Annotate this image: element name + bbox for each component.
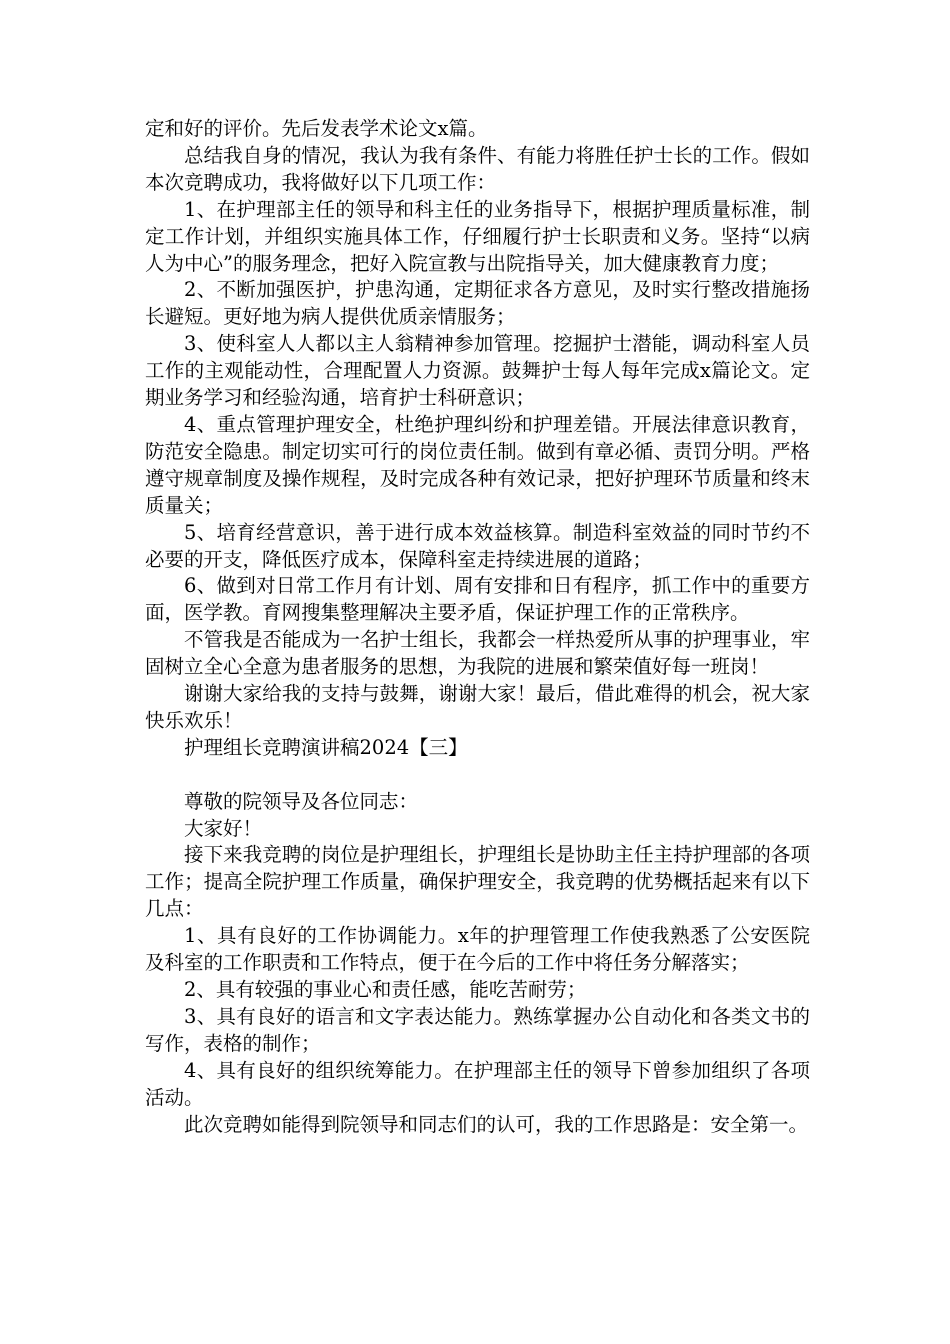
paragraph-item-4: 4、重点管理护理安全，杜绝护理纠纷和护理差错。开展法律意识教育，防范安全隐患。制定切实可行的岗位责任制。做到有章必循、责罚分明。严格遵守规章制度及操作规程，及时完成各种有效记录，把好护理环节质量和终末质量关； [145,412,810,517]
paragraph-greeting: 大家好！ [184,816,263,840]
paragraph-intro: 接下来我竞聘的岗位是护理组长，护理组长是协助主任主持护理部的各项工作；提高全院护理工作质量，确保护理安全，我竞聘的优势概括起来有以下几点： [145,843,810,921]
section-heading: 护理组长竞聘演讲稿2024【三】 [184,735,468,759]
paragraph-item-1: 1、在护理部主任的领导和科主任的业务指导下，根据护理质量标准，制定工作计划，并组织实施具体工作，仔细履行护士长职责和义务。坚持“以病人为中心”的服务理念，把好入院宣教与出院指导关，加大健康教育力度； [145,197,810,275]
paragraph-item-6: 6、做到对日常工作月有计划、周有安排和日有程序，抓工作中的重要方面，医学教。育网搜集整理解决主要矛盾，保证护理工作的正常秩序。 [145,574,810,625]
paragraph-salutation: 尊敬的院领导及各位同志： [184,789,419,813]
paragraph-summary: 总结我自身的情况，我认为我有条件、有能力将胜任护士长的工作。假如本次竞聘成功，我将做好以下几项工作： [145,143,810,194]
blank-line [145,762,810,789]
paragraph-thanks: 谢谢大家给我的支持与鼓舞，谢谢大家！最后，借此难得的机会，祝大家快乐欢乐！ [145,682,810,732]
paragraph-item-5: 5、培育经营意识，善于进行成本效益核算。制造科室效益的同时节约不必要的开支，降低医疗成本，保障科室走持续进展的道路； [145,520,810,571]
paragraph-commitment: 不管我是否能成为一名护士组长，我都会一样热爱所从事的护理事业，牢固树立全心全意为患者服务的思想，为我院的进展和繁荣值好每一班岗！ [145,628,810,679]
paragraph-plan: 此次竞聘如能得到院领导和同志们的认可，我的工作思路是：安全第一。 [184,1112,809,1136]
paragraph-strength-1: 1、具有良好的工作协调能力。x年的护理管理工作使我熟悉了公安医院及科室的工作职责和工作特点，便于在今后的工作中将任务分解落实； [145,924,810,975]
paragraph-item-2: 2、不断加强医护，护患沟通，定期征求各方意见，及时实行整改措施扬长避短。更好地为病人提供优质亲情服务； [145,278,810,329]
paragraph-publications: 定和好的评价。先后发表学术论文x篇。 [145,117,488,140]
paragraph-item-3: 3、使科室人人都以主人翁精神参加管理。挖掘护士潜能，调动科室人员工作的主观能动性，合理配置人力资源。鼓舞护士每人每年完成x篇论文。定期业务学习和经验沟通，培育护士科研意识； [145,332,810,410]
paragraph-strength-3: 3、具有良好的语言和文字表达能力。熟练掌握办公自动化和各类文书的写作，表格的制作； [145,1004,810,1055]
paragraph-strength-2: 2、具有较强的事业心和责任感，能吃苦耐劳； [184,977,587,1001]
document-page [145,116,810,1138]
paragraph-strength-4: 4、具有良好的组织统筹能力。在护理部主任的领导下曾参加组织了各项活动。 [145,1058,810,1109]
